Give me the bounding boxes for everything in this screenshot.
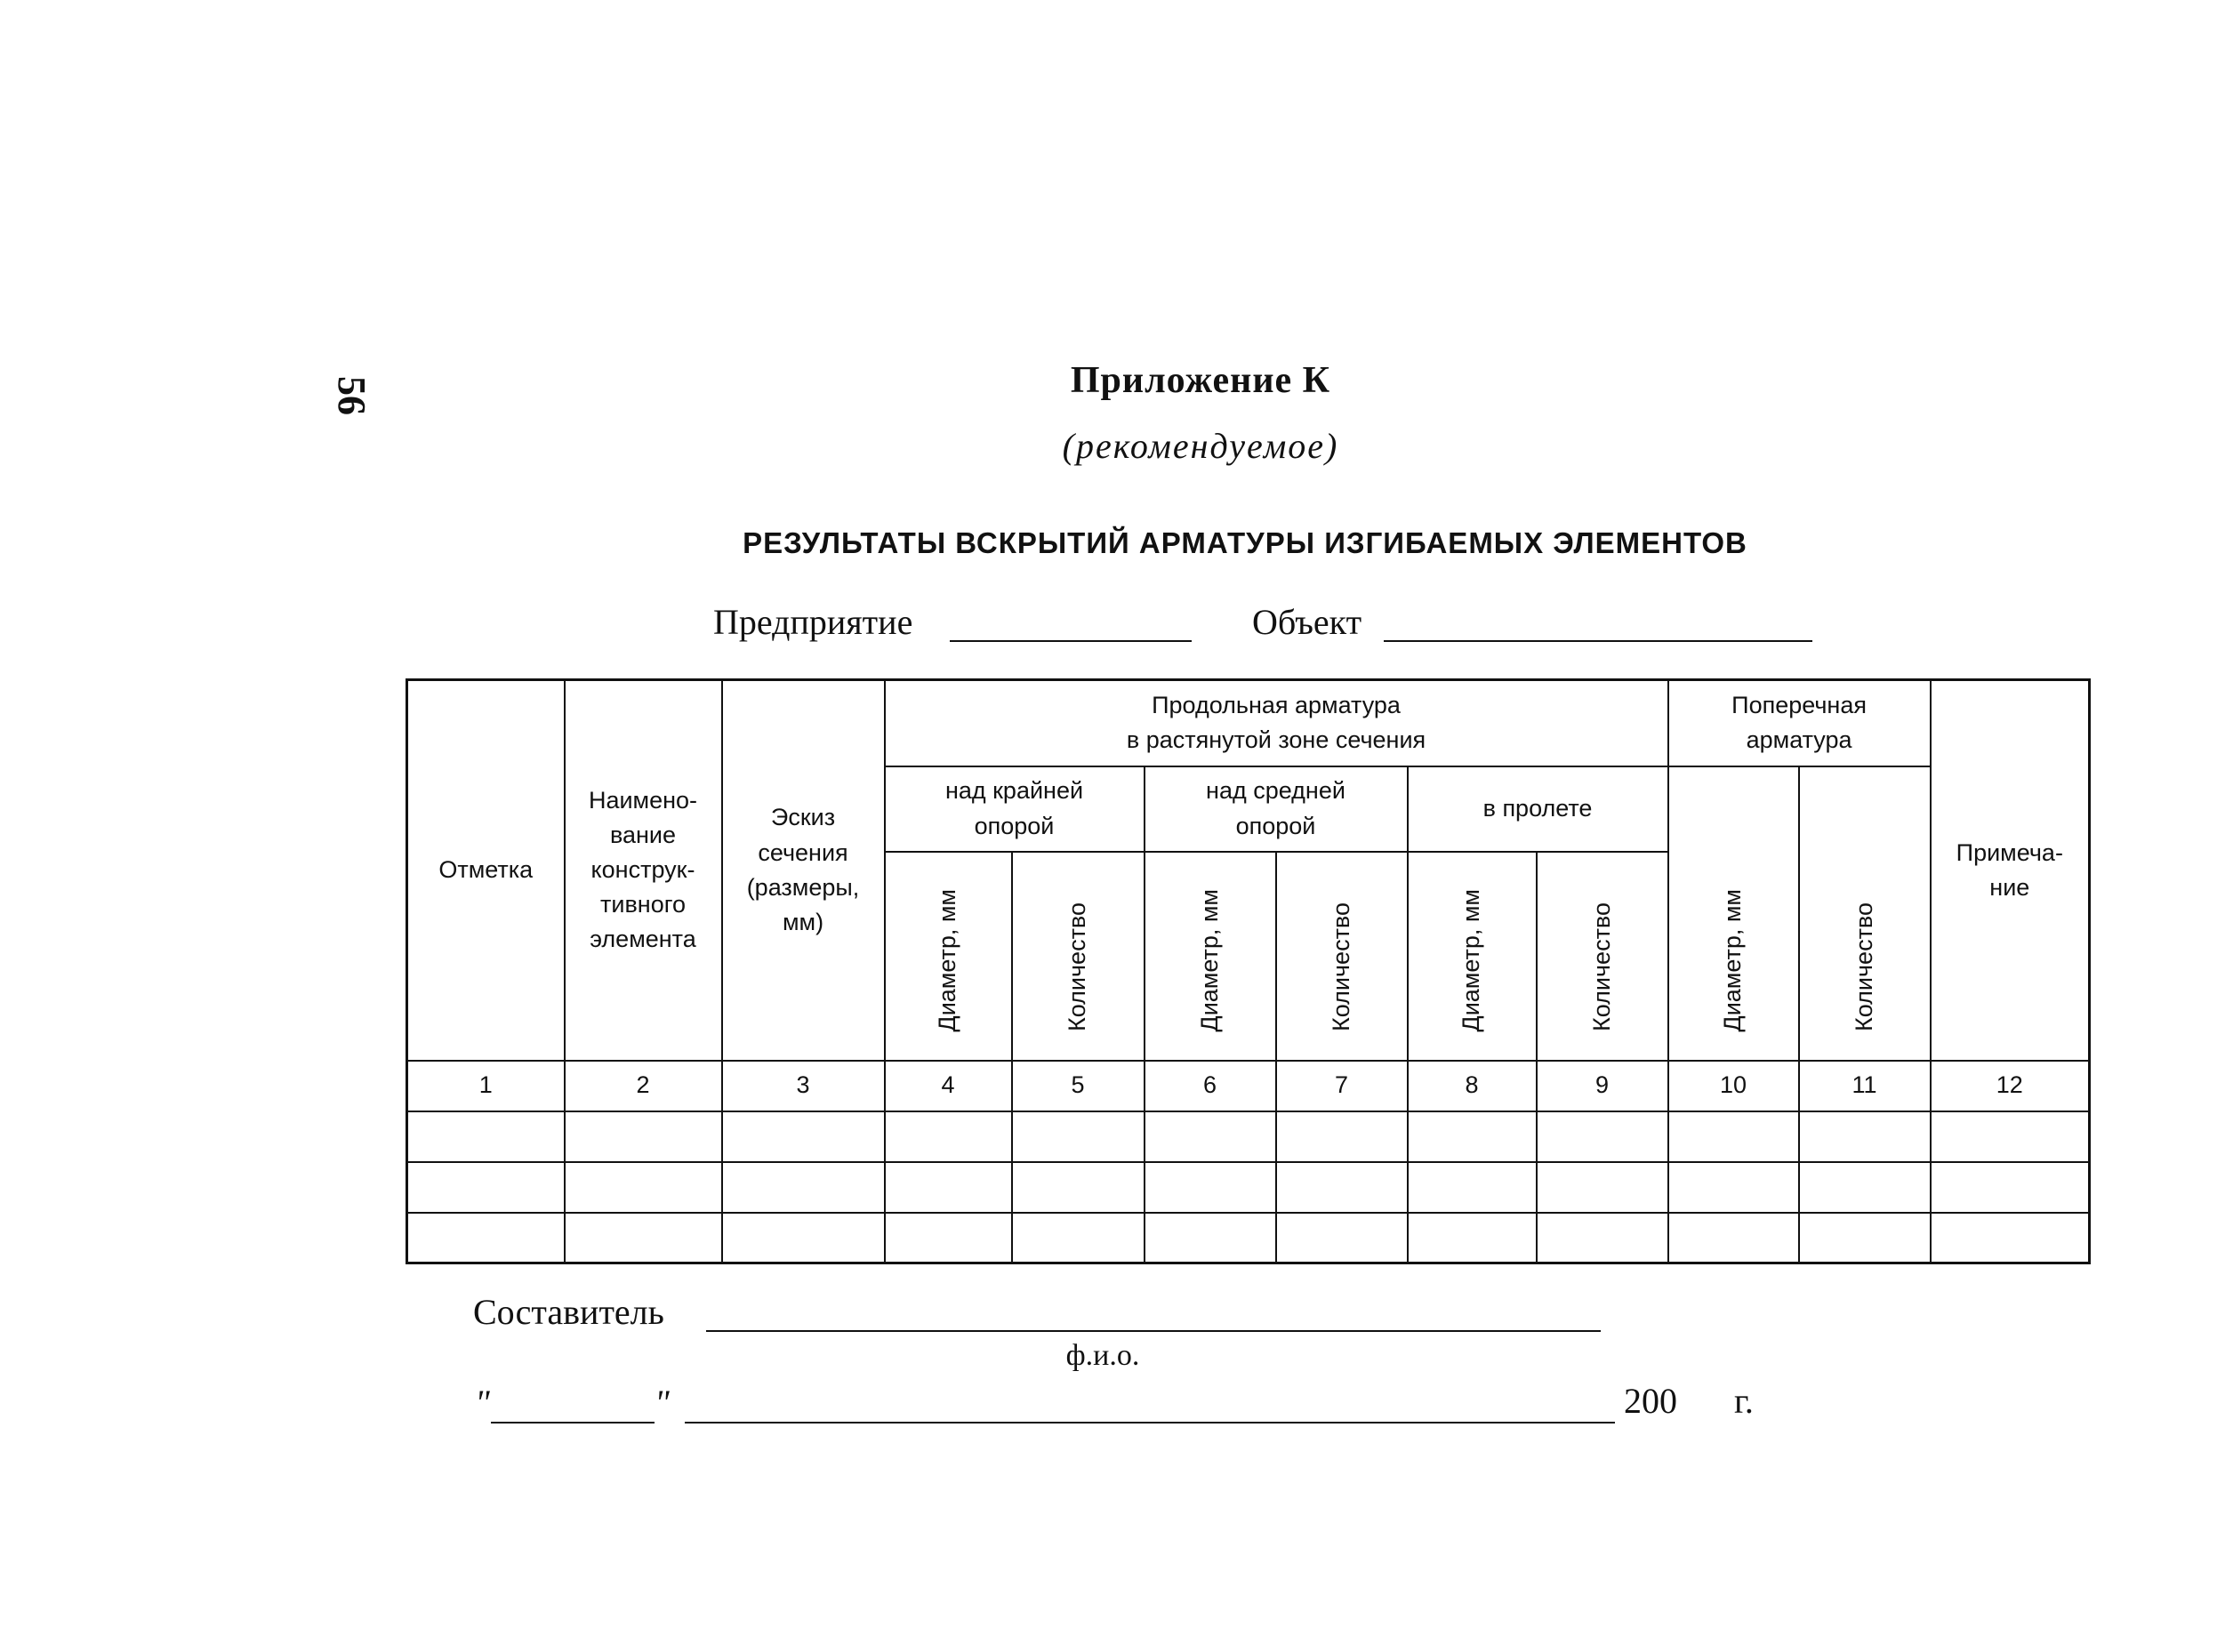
table-cell[interactable] xyxy=(407,1162,565,1213)
column-number: 11 xyxy=(1799,1061,1931,1111)
year-prefix: 200 xyxy=(1624,1381,1677,1421)
column-number: 4 xyxy=(885,1061,1012,1111)
column-number: 7 xyxy=(1276,1061,1408,1111)
column-number: 6 xyxy=(1145,1061,1276,1111)
table-cell[interactable] xyxy=(1799,1213,1931,1263)
table-cell[interactable] xyxy=(1145,1213,1276,1263)
table-cell[interactable] xyxy=(1931,1111,2090,1162)
header-end-quantity: Количество xyxy=(1012,852,1145,1061)
table-cell[interactable] xyxy=(1276,1213,1408,1263)
enterprise-label: Предприятие xyxy=(713,602,913,642)
header-middle-quantity: Количество xyxy=(1276,852,1408,1061)
page-number: 56 xyxy=(330,376,374,415)
column-number: 5 xyxy=(1012,1061,1145,1111)
header-span-diameter: Диаметр, мм xyxy=(1408,852,1537,1061)
table-cell[interactable] xyxy=(885,1111,1012,1162)
table-cell[interactable] xyxy=(1799,1162,1931,1213)
compiler-label: Составитель xyxy=(473,1292,664,1332)
table-cell[interactable] xyxy=(1931,1213,2090,1263)
column-number: 9 xyxy=(1537,1061,1668,1111)
column-number: 10 xyxy=(1668,1061,1799,1111)
table-cell[interactable] xyxy=(1408,1111,1537,1162)
table-cell[interactable] xyxy=(407,1213,565,1263)
header-section-sketch: Эскиз сечения (размеры, мм) xyxy=(722,680,885,1061)
table-cell[interactable] xyxy=(1012,1111,1145,1162)
month-field-line[interactable] xyxy=(685,1422,1615,1423)
table-cell[interactable] xyxy=(1145,1111,1276,1162)
table-cell[interactable] xyxy=(1537,1162,1668,1213)
column-number: 1 xyxy=(407,1061,565,1111)
object-field-line[interactable] xyxy=(1384,640,1812,642)
header-over-middle-support: над средней опорой xyxy=(1145,766,1408,852)
table-cell[interactable] xyxy=(1668,1162,1799,1213)
table-row xyxy=(407,1213,2090,1263)
column-number: 2 xyxy=(565,1061,722,1111)
table-cell[interactable] xyxy=(1668,1111,1799,1162)
object-label: Объект xyxy=(1252,602,1362,642)
header-end-diameter: Диаметр, мм xyxy=(885,852,1012,1061)
quote-close: " xyxy=(655,1383,670,1423)
table-cell[interactable] xyxy=(885,1213,1012,1263)
table-cell[interactable] xyxy=(1276,1111,1408,1162)
quote-open: " xyxy=(475,1383,490,1423)
header-longitudinal-reinforcement: Продольная арматура в растянутой зоне сечения xyxy=(885,680,1668,766)
reinforcement-table xyxy=(406,678,2091,1264)
column-number-row xyxy=(407,1061,2090,1111)
compiler-field-line[interactable] xyxy=(706,1330,1601,1332)
day-field-line[interactable] xyxy=(491,1422,655,1423)
header-in-span: в пролете xyxy=(1408,766,1668,852)
table-cell[interactable] xyxy=(885,1162,1012,1213)
header-note: Примеча- ние xyxy=(1931,680,2090,1061)
appendix-title: Приложение К xyxy=(1070,360,1331,401)
year-suffix: г. xyxy=(1734,1381,1754,1421)
header-mark: Отметка xyxy=(407,680,565,1061)
table-cell[interactable] xyxy=(1276,1162,1408,1213)
header-transverse-diameter: Диаметр, мм xyxy=(1668,766,1799,1061)
table-row xyxy=(407,1162,2090,1213)
header-transverse-reinforcement: Поперечная арматура xyxy=(1668,680,1931,766)
table-cell[interactable] xyxy=(565,1213,722,1263)
table-cell[interactable] xyxy=(1799,1111,1931,1162)
enterprise-field-line[interactable] xyxy=(950,640,1192,642)
header-transverse-quantity: Количество xyxy=(1799,766,1931,1061)
table-cell[interactable] xyxy=(1408,1162,1537,1213)
table-row xyxy=(407,1111,2090,1162)
header-span-quantity: Количество xyxy=(1537,852,1668,1061)
table-cell[interactable] xyxy=(565,1111,722,1162)
table-cell[interactable] xyxy=(1537,1213,1668,1263)
table-cell[interactable] xyxy=(565,1162,722,1213)
table-cell[interactable] xyxy=(1931,1162,2090,1213)
table-cell[interactable] xyxy=(1012,1213,1145,1263)
column-number: 3 xyxy=(722,1061,885,1111)
header-middle-diameter: Диаметр, мм xyxy=(1145,852,1276,1061)
table-cell[interactable] xyxy=(722,1162,885,1213)
table-cell[interactable] xyxy=(722,1111,885,1162)
column-number: 8 xyxy=(1408,1061,1537,1111)
fio-label: ф.и.о. xyxy=(1065,1339,1140,1372)
column-number: 12 xyxy=(1931,1061,2090,1111)
header-element-name: Наимено- вание конструк- тивного элемента xyxy=(565,680,722,1061)
header-over-end-support: над крайней опорой xyxy=(885,766,1145,852)
table-cell[interactable] xyxy=(722,1213,885,1263)
appendix-subtitle: (рекомендуемое) xyxy=(1062,426,1339,466)
table-cell[interactable] xyxy=(1668,1213,1799,1263)
document-title: РЕЗУЛЬТАТЫ ВСКРЫТИЙ АРМАТУРЫ ИЗГИБАЕМЫХ ЭЛЕМЕНТОВ xyxy=(743,526,1747,559)
table-cell[interactable] xyxy=(407,1111,565,1162)
table-cell[interactable] xyxy=(1408,1213,1537,1263)
table-cell[interactable] xyxy=(1537,1111,1668,1162)
table-cell[interactable] xyxy=(1012,1162,1145,1213)
table-cell[interactable] xyxy=(1145,1162,1276,1213)
